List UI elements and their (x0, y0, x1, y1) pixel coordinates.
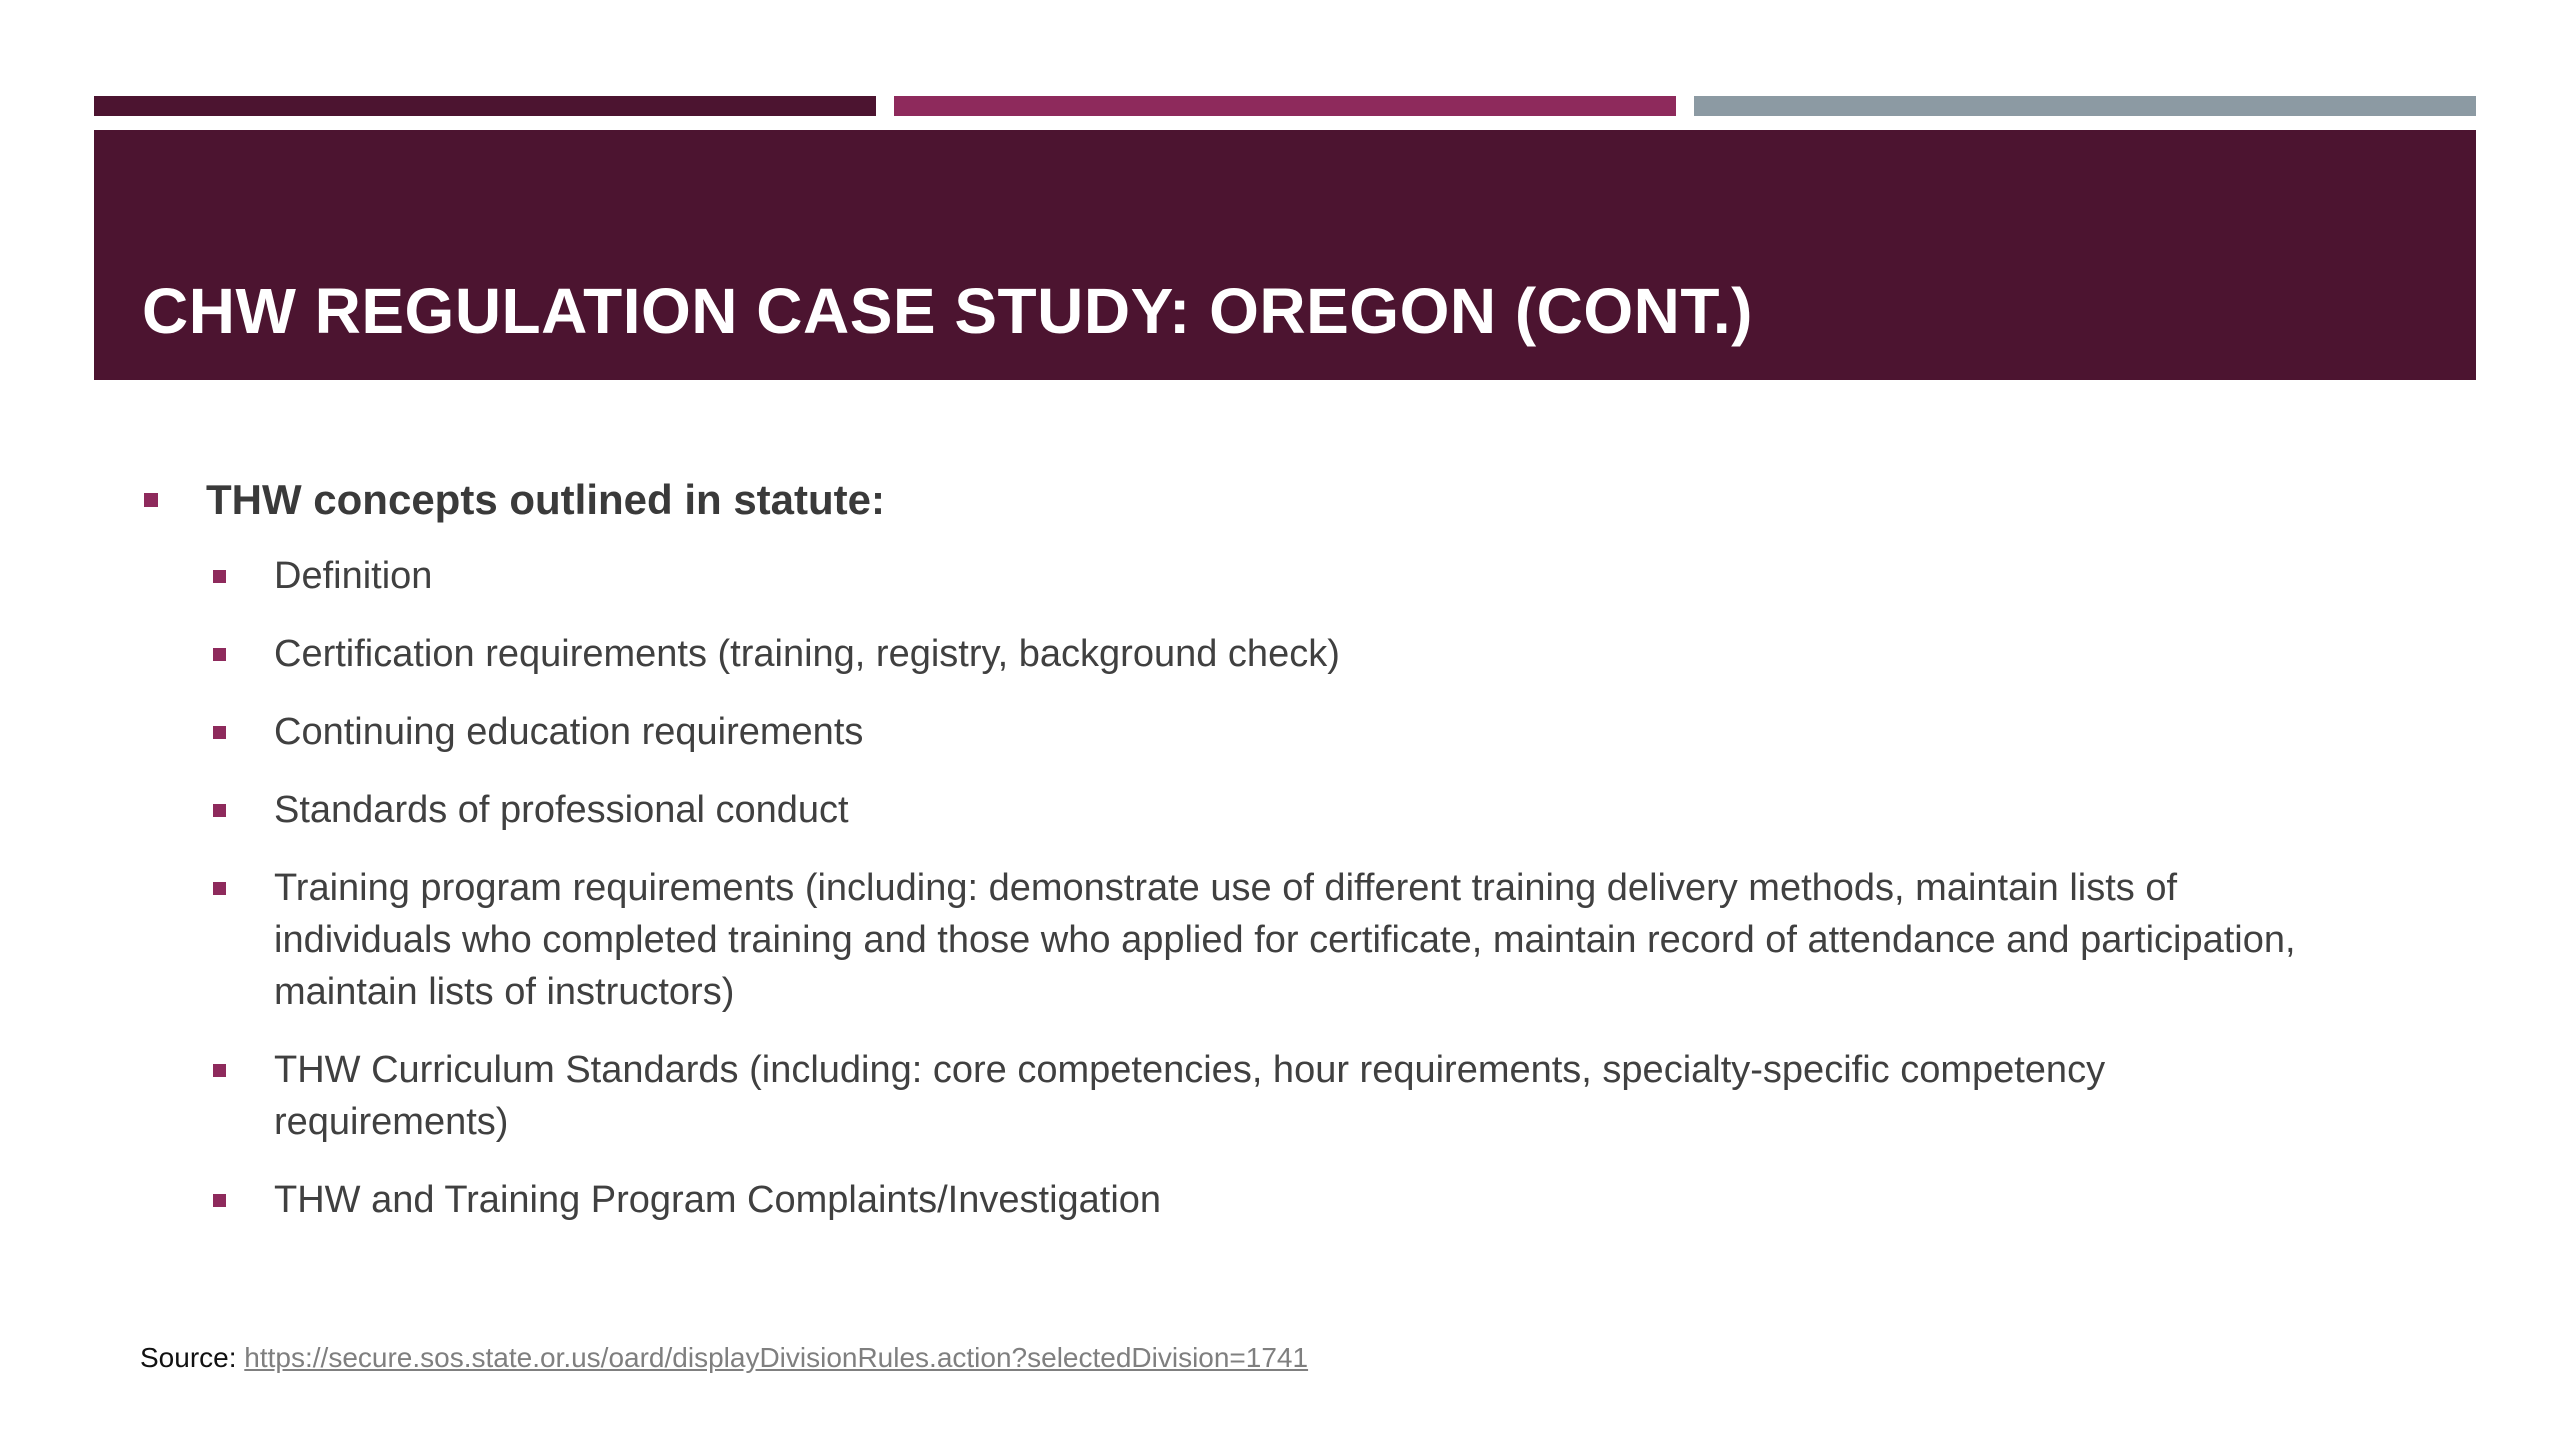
list-item (140, 550, 2400, 602)
source-citation (140, 1342, 1308, 1374)
source-label: Source: (140, 1342, 237, 1373)
list-item-text: Standards of professional conduct (274, 789, 849, 831)
list-item-text: Continuing education requirements (274, 711, 864, 753)
top-accent-bars (94, 96, 2476, 116)
square-bullet-icon (213, 648, 226, 661)
square-bullet-icon (213, 1194, 226, 1207)
square-bullet-icon (213, 804, 226, 817)
list-item (140, 784, 2400, 836)
list-item-text: THW Curriculum Standards (including: core competencies, hour requirements, specialty-specific competency requirements) (274, 1049, 2106, 1143)
list-item-text: Training program requirements (including: demonstrate use of different training delivery methods, maintain lists of individuals who completed training and those who applied for certificate, maintain record of attendance and participation, maintain lists of instructors) (274, 867, 2296, 1013)
list-item-text: THW and Training Program Complaints/Investigation (274, 1179, 1162, 1221)
list-item (140, 628, 2400, 680)
list-item-text: Certification requirements (training, registry, background check) (274, 633, 1340, 675)
accent-bar-magenta (894, 96, 1676, 116)
accent-bar-dark (94, 96, 876, 116)
square-bullet-icon (213, 570, 226, 583)
list-item (140, 1174, 2400, 1226)
list-item (140, 1044, 2400, 1148)
square-bullet-icon (144, 493, 158, 507)
bullet-heading (140, 470, 2400, 530)
square-bullet-icon (213, 726, 226, 739)
list-item-text: Definition (274, 555, 433, 597)
accent-bar-gray (1694, 96, 2476, 116)
square-bullet-icon (213, 1064, 226, 1077)
list-item (140, 706, 2400, 758)
slide-title: CHW REGULATION CASE STUDY: OREGON (CONT.) (142, 275, 1753, 347)
square-bullet-icon (213, 882, 226, 895)
slide-body (140, 470, 2400, 1252)
bullet-heading-text: THW concepts outlined in statute: (206, 476, 885, 523)
sub-bullet-list (140, 550, 2400, 1226)
source-link[interactable]: https://secure.sos.state.or.us/oard/displayDivisionRules.action?selectedDivision=1741 (244, 1342, 1309, 1373)
list-item (140, 862, 2400, 1018)
title-band (94, 130, 2476, 380)
